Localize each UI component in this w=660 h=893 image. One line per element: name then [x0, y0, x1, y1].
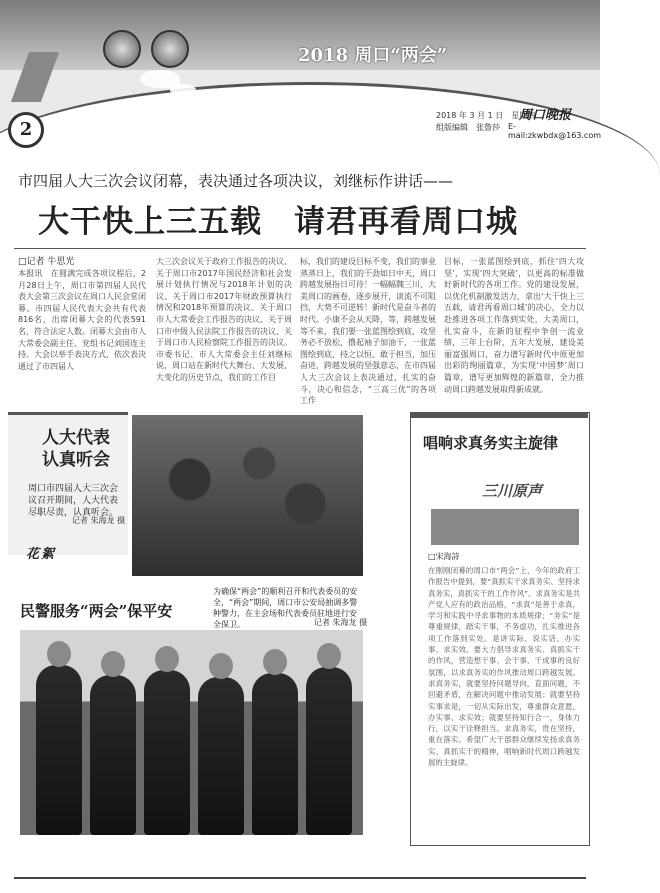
commentary-title: 唱响求真务实主旋律 [423, 434, 559, 452]
article-column-1: 本报讯 在圆满完成各项议程后，2月28日上午，周口市第四届人民代表大会第三次会议在周口人民会堂闭幕。市四届人民代表大会共有代表816名，出席闭幕大会的代表591名，符合法定人数。闭幕大会由市人大常委会副主任、党组书记刘国连主持。大会以举手表决方式，依次表决通过了市四届人 [18, 269, 146, 371]
deputies-meeting-photo [132, 415, 363, 576]
section-title: 2018 周口“两会” [298, 45, 448, 66]
cppcc-emblem-icon [151, 30, 189, 68]
paper-logo: 周口晚报 [519, 108, 572, 123]
commentary-art [431, 465, 579, 545]
page-number: 2 [8, 112, 44, 148]
commentary-box-top [410, 412, 588, 418]
photo2-caption: 为确保“两会”的顺利召开和代表委员的安全，“两会”期间，周口市公安局抽调多警种警力，在主会场和代表委员驻地进行安全保卫。 [213, 587, 358, 629]
article-column-3: 标，我们的建设目标不变，我们的事业蒸蒸日上，我们的干劲如日中天，周口跨越发展指日可待！一幅幅魏三川、大美周口的画卷，逐步展开，谈流不可阻挡，大势不可逆转！新时代是奋斗者的时代。小康不会从天降，等，跨越发展等不来，我们要一张蓝图绘到底，攻坚务必不放松，撸起袖子加油干，一张蓝图绘到底，持之以恒、敢于担当，加压奋进，跨越发展的坚强意志，在市四届人大三次会议上表决通过，扎实的奋斗，决心和信念，“三高三优”的各项工作 [300, 257, 436, 406]
article-column-2: 大三次会议关于政府工作报告的决议、关于周口市2017年国民经济和社会发展计划执行情况与2018年计划的决议、关于周口市2017年财政预算执行情况和2018年预算的决议、关于周口市人大常委会工作报告的决议、关于周口市中级人民法院工作报告的决议、关于周口市人民检察院工作报告的决议。市委书记、市人大常委会主任刘继标说，周口站在新时代大舞台、大发展、大变化的历史节点，我们的工作目 [156, 257, 292, 382]
email: E-mail:zkwbdx@163.com [508, 122, 601, 140]
dove-small-icon [170, 84, 196, 96]
officer-figure [144, 670, 190, 835]
article-subhead: 市四届人大三次会议闭幕，表决通过各项决议，刘继标作讲话—— [18, 172, 454, 190]
officer-figure [90, 675, 136, 835]
article-byline: □记者 牛思光 [18, 257, 75, 267]
officer-figure [36, 665, 82, 835]
huaxu-label: 花絮 [26, 547, 57, 562]
commentary-author: □宋海詩 [428, 552, 460, 561]
divider [14, 248, 586, 249]
photo2-title: 民警服务“两会”保平安 [20, 602, 173, 620]
column-logo: 三川原声 [482, 482, 543, 500]
officer-figure [306, 667, 352, 835]
commentary-text: 在刚刚闭幕的周口市“两会”上，今年的政府工作报告中提到，要“真抓实干求真务实、坚持求真务实，真抓实干的工作作风”。求真务实是共产党人应有的政治品格，“求真”是善于求真，学习和实践中寻求事物的本质规律；“务实”是尊重规律，踏实干事，不务虚功，扎实推进各项工作落到实处。是讲实际、说实话、办实事、求实效。要大力倡导求真务实、真抓实干的作风，营造想干事、会干事、干成事的良好氛围，以求真务实的作风推动周口跨越发展。求真务实，就要坚持问题导向，直面问题，不回避矛盾，在解决问题中推动发展；就要坚持实事求是，一切从实际出发，尊重群众意愿，办实事、求实效；就要坚持知行合一，身体力行，以实干诠释担当。求真务实，贵在坚持，重在落实。希望广大干部群众继续发扬求真务实、真抓实干的精神，唱响新时代周口跨越发展的主旋律。 [428, 566, 580, 768]
article-column-4: 目标，一张蓝图绘到底，抓住‘四大攻坚’，实现‘四大突破’，以更高的标准做好新时代的各项工作。党的建设发展，以优化机制激发活力，拿出‘大干快上三五载，请君再看周口城’的决心，全力以赴推进各项工作落到实处，大美周口，扎实奋斗，在新的征程中争创一流业绩，三年上台阶，五年大发展，建设美丽富强周口，奋力谱写新时代中原更加出彩的绚丽篇章，为实现‘中国梦’周口篇章，谱写更加辉煌的新篇章，全力推动周口跨越发展取得新成就。 [444, 257, 584, 394]
photo2-credit: 记者 朱海龙 摄 [314, 618, 368, 627]
footer-rule [14, 877, 586, 879]
editors: 组版编辑 张鲁莎 [436, 123, 500, 132]
national-emblem-icon [103, 30, 141, 68]
photo1-caption: 周口市四届人大三次会议召开期间，人大代表尽职尽责，认真听会。 [28, 484, 119, 518]
police-photo [20, 630, 363, 835]
photo1-credit: 记者 朱海龙 摄 [72, 516, 126, 525]
issue-date: 2018 年 3 月 1 日 星期四 [436, 111, 536, 120]
officer-figure [198, 677, 244, 835]
officer-figure [252, 673, 298, 835]
article-headline: 大干快上三五载 请君再看周口城 [38, 204, 518, 240]
photo1-title: 人大代表认真听会 [42, 428, 110, 470]
